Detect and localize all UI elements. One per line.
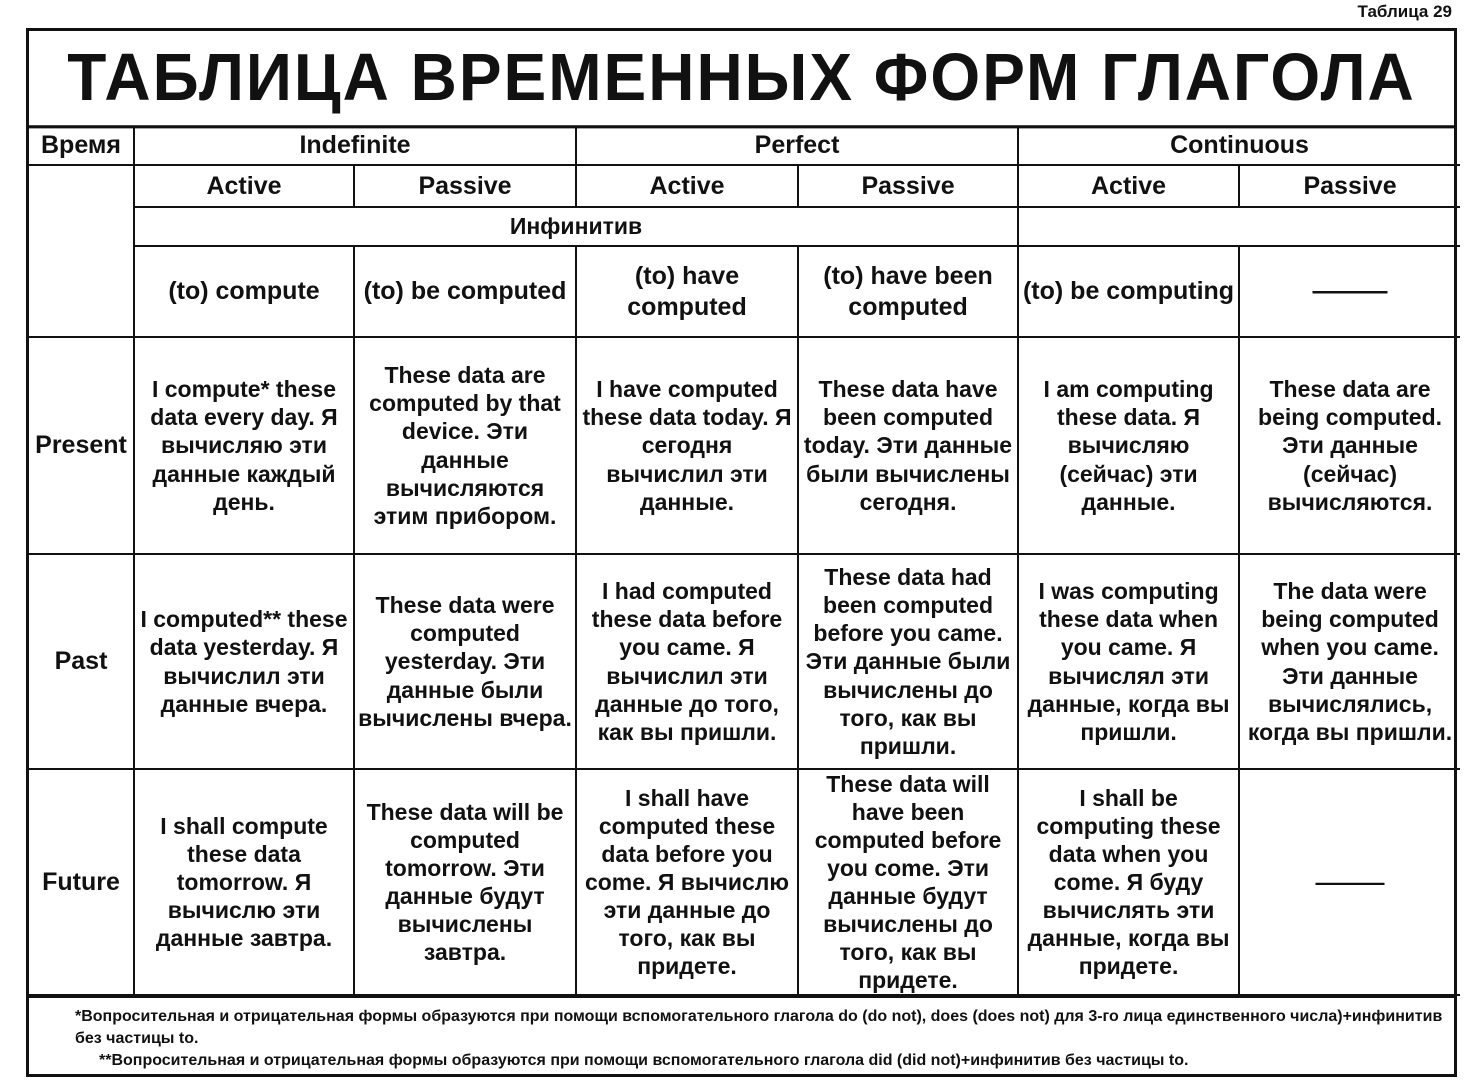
table-row-present	[29, 337, 1460, 554]
voice-header-cell: Active	[134, 165, 354, 207]
voice-header-row	[29, 165, 1460, 207]
infinitive-cell: (to) compute	[134, 246, 354, 337]
table-row-past	[29, 554, 1460, 769]
infinitive-header: Инфинитив	[134, 207, 1018, 246]
table-row-future	[29, 769, 1460, 995]
infinitive-cell: (to) have been computed	[798, 246, 1018, 337]
footnote-2: **Вопросительная и отрицательная формы образуются при помощи вспомогательного глагола did (did not)+инфинитив без частицы to.	[99, 1051, 1189, 1069]
voice-header-cell: Passive	[798, 165, 1018, 207]
table-cell: I compute* these data every day. Я вычисляю эти данные каждый день.	[134, 337, 354, 554]
table-cell: These data are computed by that device. Эти данные вычисляются этим прибором.	[354, 337, 576, 554]
table-cell: I had computed these data before you came. Я вычислил эти данные до того, как вы пришли.	[576, 554, 798, 769]
aspect-header-indefinite: Indefinite	[134, 126, 576, 165]
table-cell: These data will be computed tomorrow. Эти данные будут вычислены завтра.	[354, 769, 576, 995]
table-cell: I shall have computed these data before you come. Я вычислю эти данные до того, как вы придете.	[576, 769, 798, 995]
aspect-header-perfect: Perfect	[576, 126, 1018, 165]
infinitive-cell: (to) have computed	[576, 246, 798, 337]
row-label-present: Present	[29, 337, 134, 554]
table-cell: These data will have been computed before you come. Эти данные будут вычислены до того, как вы придете.	[798, 769, 1018, 995]
table-cell: These data were computed yesterday. Эти данные были вычислены вчера.	[354, 554, 576, 769]
time-column-header: Время	[29, 126, 134, 165]
time-header-blank-cell	[29, 165, 134, 337]
row-label-past: Past	[29, 554, 134, 769]
table-cell: I am computing these data. Я вычисляю (сейчас) эти данные.	[1018, 337, 1239, 554]
infinitive-row	[29, 246, 1460, 337]
infinitive-cell: (to) be computed	[354, 246, 576, 337]
footnote-1: *Вопросительная и отрицательная формы образуются при помощи вспомогательного глагола do (do not), does (does not) для 3-го лица единственного числа)+инфинитив без частицы to.	[75, 1008, 1443, 1047]
table-cell: I shall compute these data tomorrow. Я вычислю эти данные завтра.	[134, 769, 354, 995]
table-cell: I was computing these data when you came. Я вычислял эти данные, когда вы пришли.	[1018, 554, 1239, 769]
voice-header-cell: Active	[1018, 165, 1239, 207]
footnotes	[29, 996, 1454, 1071]
table-cell: These data have been computed today. Эти данные были вычислены сегодня.	[798, 337, 1018, 554]
table-number-label: Таблица 29	[1357, 2, 1452, 21]
table-cell: I shall be computing these data when you come. Я буду вычислять эти данные, когда вы придете.	[1018, 769, 1239, 995]
aspect-header-continuous: Continuous	[1018, 126, 1460, 165]
page-title: ТАБЛИЦА ВРЕМЕННЫХ ФОРМ ГЛАГОЛА	[29, 29, 1454, 129]
infinitive-header-blank	[1018, 207, 1460, 246]
voice-header-cell: Passive	[354, 165, 576, 207]
tense-table-sheet	[26, 28, 1457, 1077]
infinitive-cell: (to) be computing	[1018, 246, 1239, 337]
table-cell: These data are being computed. Эти данные (сейчас) вычисляются.	[1239, 337, 1460, 554]
voice-header-cell: Passive	[1239, 165, 1460, 207]
table-cell: The data were being computed when you came. Эти данные вычислялись, когда вы пришли.	[1239, 554, 1460, 769]
tense-table	[29, 126, 1460, 996]
table-cell: ———	[1239, 769, 1460, 995]
infinitive-cell: ———	[1239, 246, 1460, 337]
aspect-header-row	[29, 126, 1460, 165]
row-label-future: Future	[29, 769, 134, 995]
infinitive-header-row	[29, 207, 1460, 246]
table-cell: These data had been computed before you came. Эти данные были вычислены до того, как вы пришли.	[798, 554, 1018, 769]
voice-header-cell: Active	[576, 165, 798, 207]
table-cell: I have computed these data today. Я сегодня вычислил эти данные.	[576, 337, 798, 554]
table-cell: I computed** these data yesterday. Я вычислил эти данные вчера.	[134, 554, 354, 769]
